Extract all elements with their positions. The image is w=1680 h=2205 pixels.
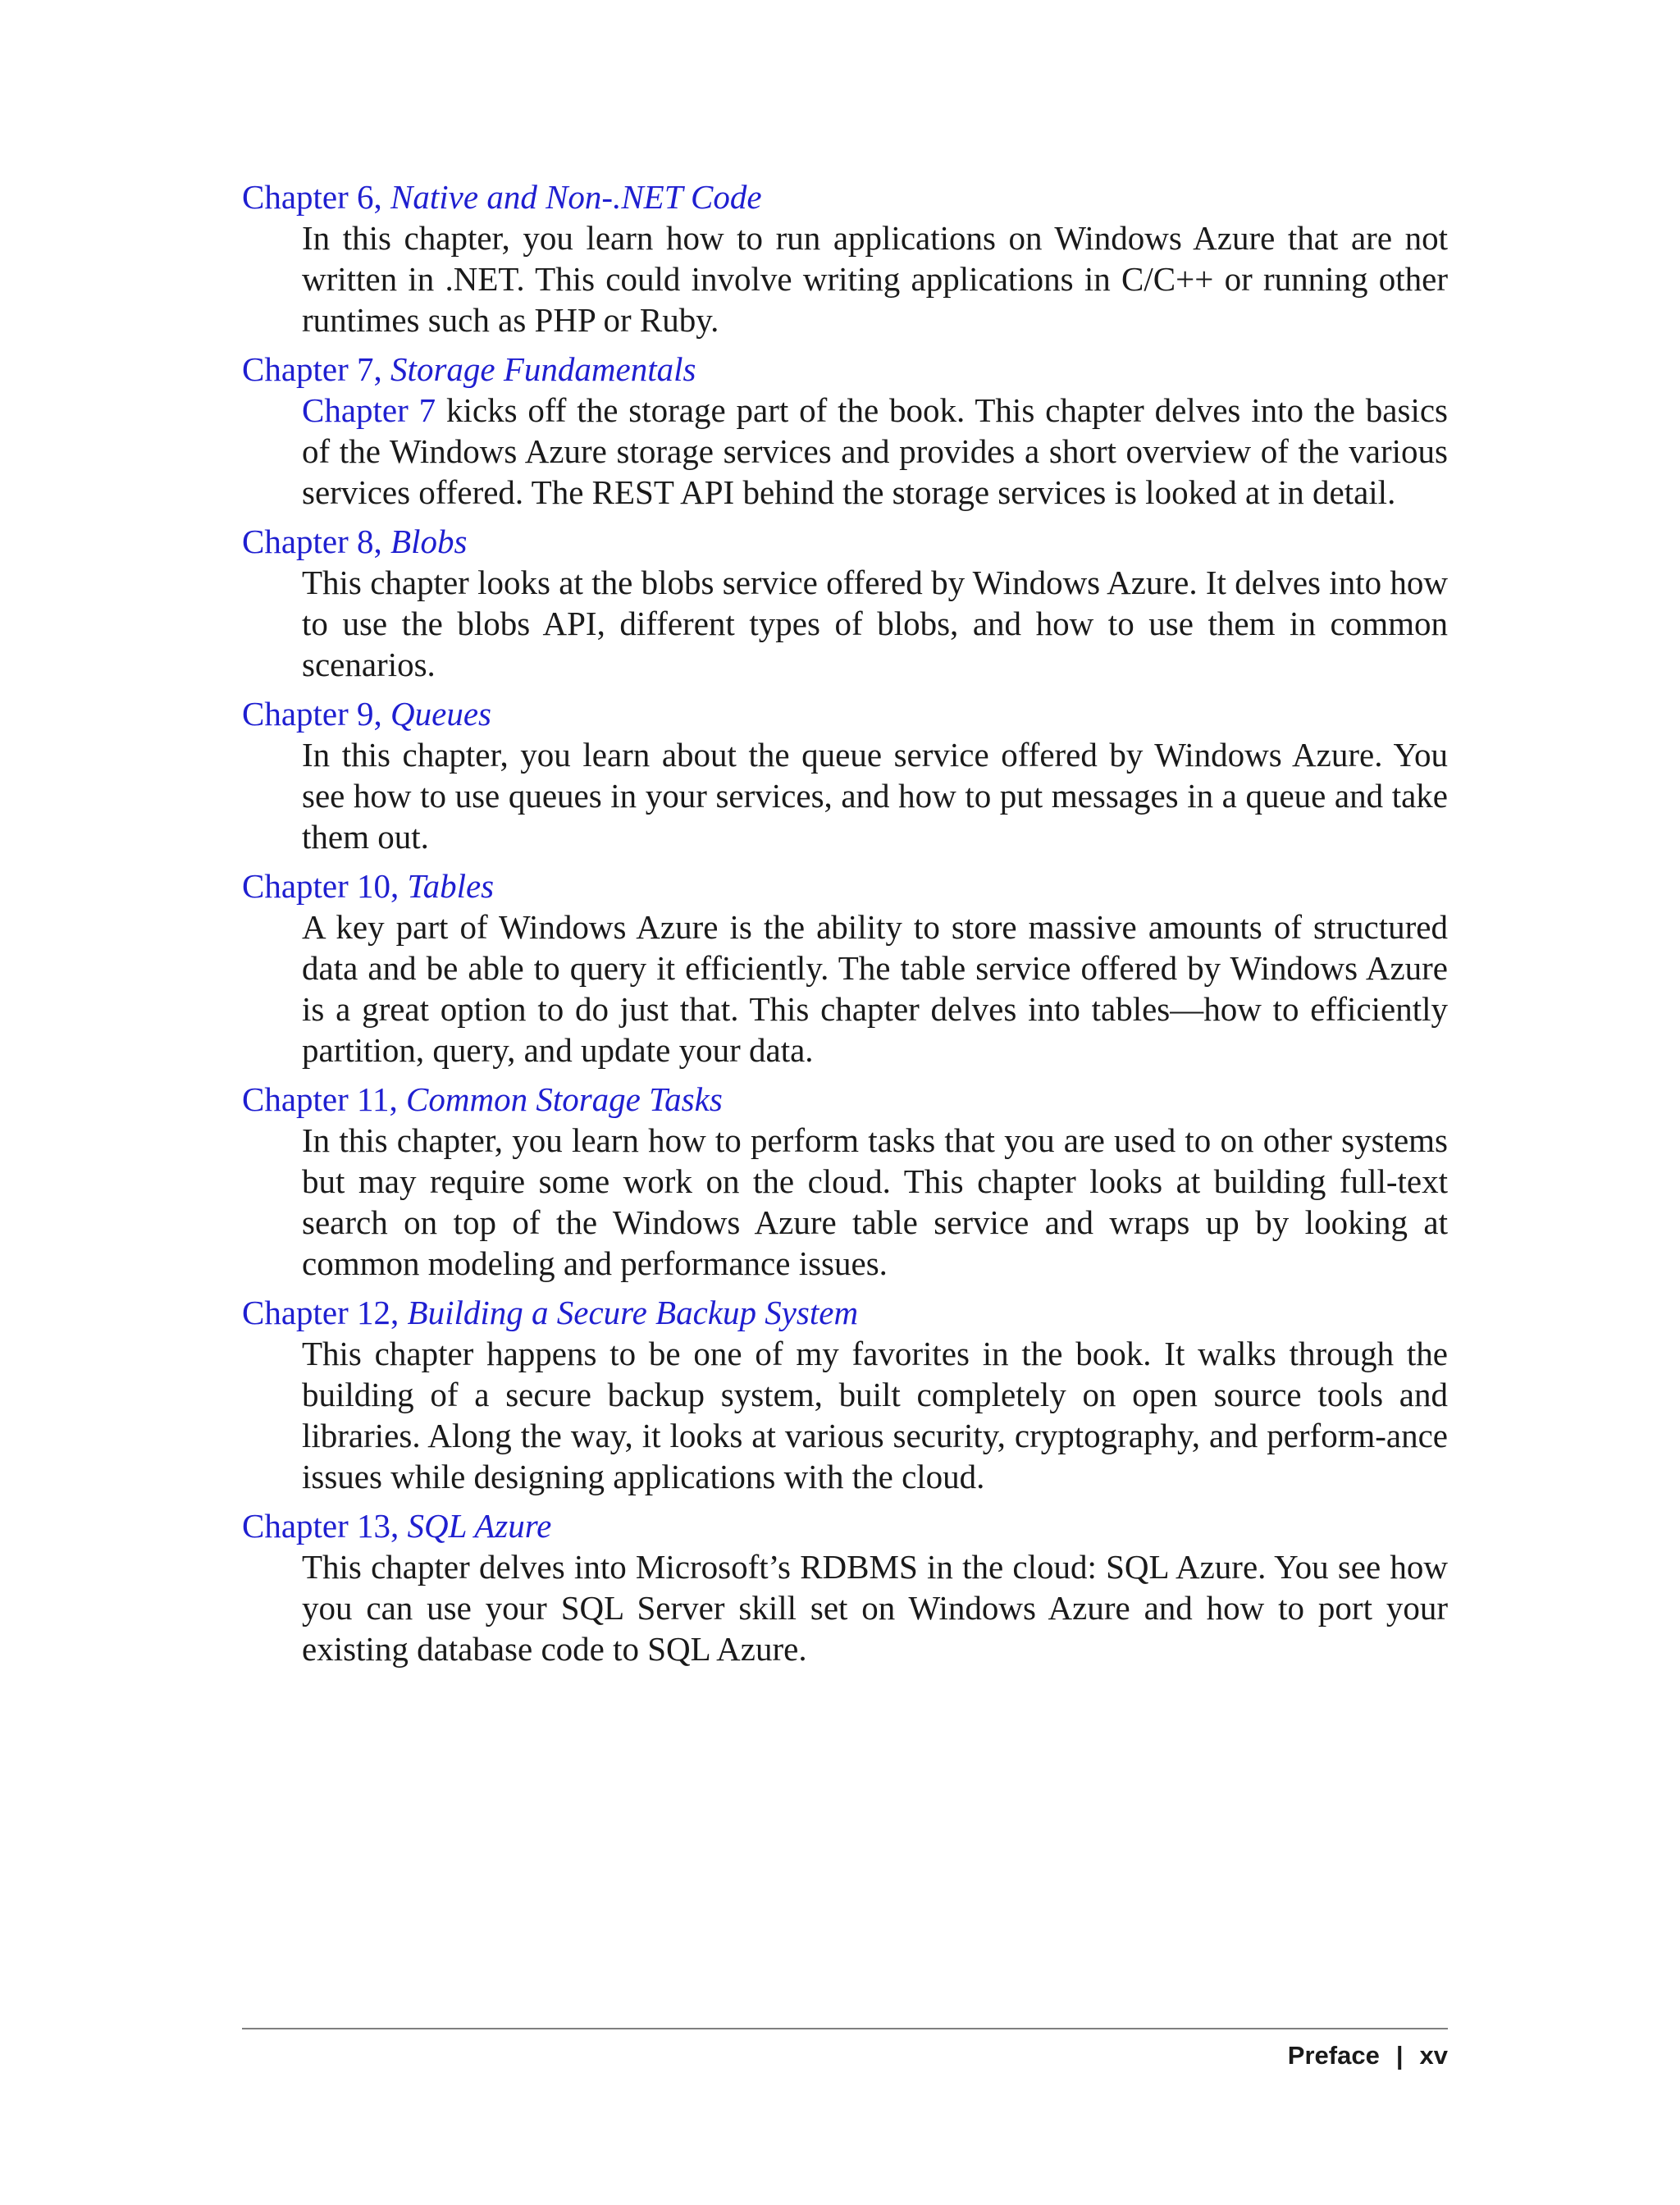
chapter-title: Storage Fundamentals: [390, 350, 696, 388]
chapter-title: SQL Azure: [407, 1507, 552, 1545]
chapter-entry: [242, 1505, 1448, 1669]
chapter-description-text: This chapter happens to be one of my favorites in the book. It walks through the building of a secure backup system, built completely on open source tools and libraries. Along the way, it looks at various security, cryptography, and perform-ance issues while designing applications with the cloud.: [302, 1335, 1448, 1495]
chapter-number: Chapter 6,: [242, 178, 391, 216]
chapter-title: Common Storage Tasks: [406, 1080, 723, 1118]
chapter-number: Chapter 8,: [242, 523, 391, 560]
chapter-description: [302, 1120, 1448, 1284]
chapter-title: Building a Secure Backup System: [407, 1294, 859, 1331]
chapter-title: Blobs: [390, 523, 468, 560]
footer-separator: |: [1395, 2041, 1404, 2070]
chapter-entry: [242, 349, 1448, 513]
chapter-description-text: In this chapter, you learn how to perform tasks that you are used to on other systems but may require some work on the cloud. This chapter looks at building full-text search on top of the Windows Azure table service and wraps up by looking at common modeling and performance issues.: [302, 1121, 1448, 1282]
chapter-number: Chapter 9,: [242, 695, 391, 733]
chapter-description-text: This chapter delves into Microsoft’s RDBMS in the cloud: SQL Azure. You see how you can use your SQL Server skill set on Windows Azure and how to port your existing database code to SQL Azure.: [302, 1548, 1448, 1668]
chapter-number: Chapter 7,: [242, 350, 391, 388]
chapter-number: Chapter 10,: [242, 867, 408, 905]
chapter-description-text: In this chapter, you learn how to run applications on Windows Azure that are not written in .NET. This could involve writing applications in C/C++ or running other runtimes such as PHP or Ruby.: [302, 219, 1448, 339]
chapter-heading-link[interactable]: [242, 1505, 1448, 1546]
chapter-entry: [242, 1079, 1448, 1284]
page-footer: [1288, 2039, 1448, 2072]
footer-section-name: Preface: [1287, 2041, 1380, 2070]
chapter-description: [302, 562, 1448, 685]
chapter-title: Native and Non-.NET Code: [390, 178, 762, 216]
chapter-heading-link[interactable]: [242, 865, 1448, 906]
page-number: xv: [1419, 2041, 1448, 2070]
chapter-entry: [242, 176, 1448, 340]
chapter-description: [302, 1546, 1448, 1669]
footer-divider: [242, 2028, 1448, 2029]
chapter-description-text: This chapter looks at the blobs service offered by Windows Azure. It delves into how to use the blobs API, different types of blobs, and how to use them in common scenarios.: [302, 564, 1448, 683]
chapter-entry: [242, 521, 1448, 685]
chapter-number: Chapter 12,: [242, 1294, 408, 1331]
chapter-heading-link[interactable]: [242, 176, 1448, 217]
chapter-heading-link[interactable]: [242, 1292, 1448, 1333]
chapter-title: Tables: [407, 867, 495, 905]
chapter-description-text: A key part of Windows Azure is the ability to store massive amounts of structured data and be able to query it efficiently. The table service offered by Windows Azure is a great option to do just that. This chapter delves into tables—how to efficiently partition, query, and update your data.: [302, 908, 1448, 1069]
chapter-description-text: kicks off the storage part of the book. This chapter delves into the basics of the Windows Azure storage services and provides a short overview of the various services offered. The REST API behind the storage services is looked at in detail.: [302, 391, 1448, 511]
chapter-description: [302, 217, 1448, 340]
chapter-list: [242, 176, 1448, 1678]
chapter-description: [302, 734, 1448, 857]
chapter-heading-link[interactable]: [242, 693, 1448, 734]
chapter-entry: [242, 693, 1448, 857]
chapter-description: [302, 390, 1448, 513]
chapter-heading-link[interactable]: [242, 521, 1448, 562]
chapter-entry: [242, 865, 1448, 1071]
chapter-cross-reference-link[interactable]: Chapter 7: [302, 391, 436, 429]
chapter-number: Chapter 13,: [242, 1507, 408, 1545]
chapter-description-text: In this chapter, you learn about the queue service offered by Windows Azure. You see how to use queues in your services, and how to put messages in a queue and take them out.: [302, 736, 1448, 856]
chapter-number: Chapter 11,: [242, 1080, 407, 1118]
chapter-heading-link[interactable]: [242, 349, 1448, 390]
chapter-title: Queues: [390, 695, 492, 733]
chapter-description: [302, 1333, 1448, 1497]
chapter-description: [302, 906, 1448, 1071]
chapter-entry: [242, 1292, 1448, 1497]
chapter-heading-link[interactable]: [242, 1079, 1448, 1120]
